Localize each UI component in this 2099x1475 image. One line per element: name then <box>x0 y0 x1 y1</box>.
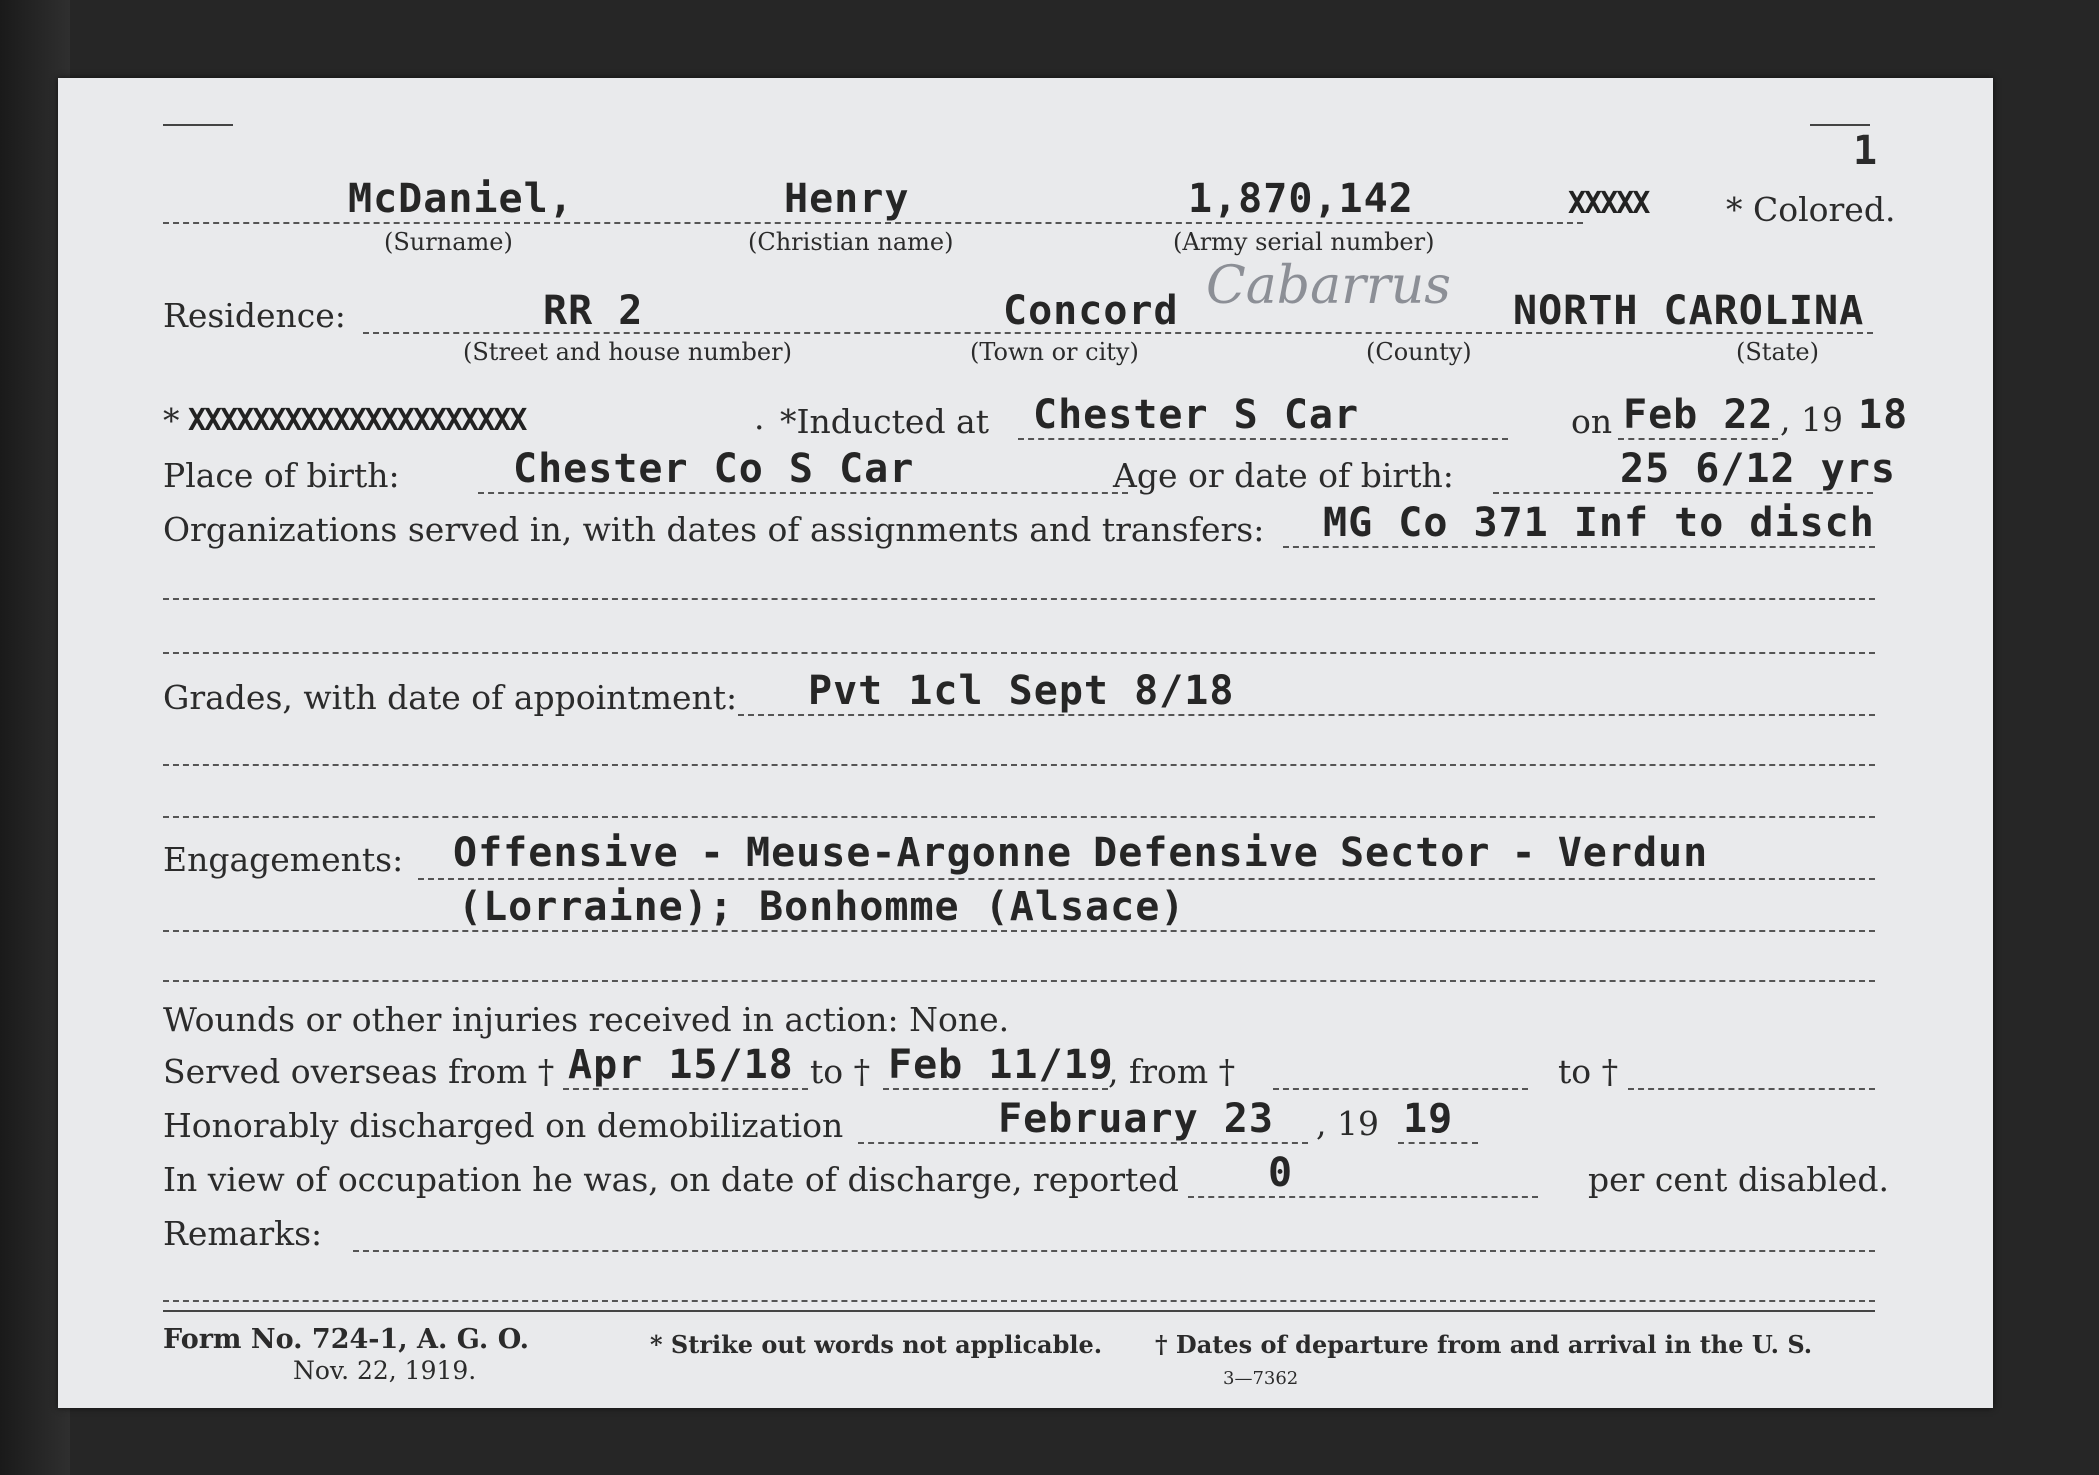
struck-race-text: XXXXX <box>1568 186 1649 221</box>
inducted-at-label: *Inducted at <box>780 402 989 441</box>
place-of-birth-label: Place of birth: <box>163 456 400 495</box>
grades-line-3 <box>163 816 1875 818</box>
overseas-from2-line <box>1273 1088 1528 1090</box>
inducted-date-value: Feb 22 <box>1623 392 1774 438</box>
state-caption: (State) <box>1736 338 1819 366</box>
discharge-year-prefix: , 19 <box>1316 1104 1379 1143</box>
town-caption: (Town or city) <box>970 338 1139 366</box>
state-value: NORTH CAROLINA <box>1513 288 1865 334</box>
induction-star: * <box>163 401 180 440</box>
inducted-at-value: Chester S Car <box>1033 392 1360 438</box>
grades-value: Pvt 1cl Sept 8/18 <box>808 668 1235 714</box>
overseas-from2-label: , from † <box>1108 1052 1236 1091</box>
place-of-birth-value: Chester Co S Car <box>513 446 915 492</box>
served-overseas-label: Served overseas from † <box>163 1052 555 1091</box>
engagements-line-2 <box>163 930 1875 932</box>
grades-line-2 <box>163 764 1875 766</box>
christian-name-value: Henry <box>784 176 910 222</box>
disability-line <box>1188 1196 1538 1198</box>
remarks-line-1 <box>353 1250 1875 1252</box>
grades-label: Grades, with date of appointment: <box>163 678 738 717</box>
christian-name-caption: (Christian name) <box>748 228 954 256</box>
name-line <box>163 222 1583 224</box>
inducted-year-value: 18 <box>1858 392 1909 438</box>
struck-induction-text: XXXXXXXXXXXXXXXXXXXXX <box>188 403 526 438</box>
wounds-label: Wounds or other injuries received in action: None. <box>163 1000 1010 1039</box>
engagements-label: Engagements: <box>163 840 404 879</box>
overseas-from-value: Apr 15/18 <box>568 1042 794 1088</box>
age-value: 25 6/12 yrs <box>1620 446 1896 492</box>
remarks-label: Remarks: <box>163 1214 323 1253</box>
organizations-label: Organizations served in, with dates of assignments and transfers: <box>163 510 1265 549</box>
remarks-line-2 <box>163 1300 1875 1302</box>
disability-suffix: per cent disabled. <box>1588 1160 1890 1199</box>
overseas-to2-label: to † <box>1558 1052 1619 1091</box>
service-record-card <box>58 78 1993 1408</box>
residence-label: Residence: <box>163 296 346 335</box>
induction-period: . <box>754 398 765 437</box>
street-value: RR 2 <box>543 288 644 334</box>
age-label: Age or date of birth: <box>1113 456 1454 495</box>
discharge-date-value: February 23 <box>998 1096 1274 1142</box>
surname-value: McDaniel, <box>348 176 574 222</box>
engagements-value-line-2: (Lorraine); Bonhomme (Alsace) <box>458 884 1186 930</box>
inducted-date-line <box>1618 438 1778 440</box>
serial-number-caption: (Army serial number) <box>1173 228 1435 256</box>
overseas-to2-line <box>1628 1088 1875 1090</box>
county-caption: (County) <box>1366 338 1472 366</box>
organizations-line-3 <box>163 652 1875 654</box>
surname-caption: (Surname) <box>384 228 513 256</box>
overseas-to-line <box>883 1088 1108 1090</box>
top-right-mark <box>1810 124 1870 126</box>
inducted-on-label: on <box>1571 402 1613 441</box>
town-value: Concord <box>1003 288 1179 334</box>
page-number: 1 <box>1853 128 1878 174</box>
footnote-dates: † Dates of departure from and arrival in the U. S. <box>1155 1330 1813 1359</box>
race-label: * Colored. <box>1726 190 1896 229</box>
overseas-to-label: to † <box>810 1052 871 1091</box>
street-caption: (Street and house number) <box>463 338 792 366</box>
organizations-line <box>1283 546 1875 548</box>
discharge-date-line <box>858 1142 1308 1144</box>
engagements-line-3 <box>163 980 1875 982</box>
form-date: Nov. 22, 1919. <box>293 1356 477 1385</box>
place-of-birth-line <box>478 492 1128 494</box>
overseas-to-value: Feb 11/19 <box>888 1042 1114 1088</box>
disability-value: 0 <box>1268 1150 1294 1196</box>
inducted-at-line <box>1018 438 1508 440</box>
discharge-label: Honorably discharged on demobilization <box>163 1106 844 1145</box>
disability-label: In view of occupation he was, on date of discharge, reported <box>163 1160 1179 1199</box>
organizations-line-2 <box>163 598 1875 600</box>
age-line <box>1493 492 1873 494</box>
top-left-mark <box>163 124 233 126</box>
footer-rule <box>163 1310 1875 1312</box>
engagements-value-line-1: Offensive - Meuse-Argonne Defensive Sector - Verdun <box>453 830 1709 876</box>
organizations-value: MG Co 371 Inf to disch <box>1323 500 1875 546</box>
discharge-year-line <box>1398 1142 1478 1144</box>
grades-line <box>738 714 1875 716</box>
engagements-line-1 <box>418 878 1875 880</box>
serial-number-value: 1,870,142 <box>1188 176 1414 222</box>
footnote-strike-out: * Strike out words not applicable. <box>650 1330 1103 1359</box>
county-handwritten-value: Cabarrus <box>1206 256 1451 316</box>
discharge-year-value: 19 <box>1403 1096 1454 1142</box>
print-code: 3—7362 <box>1223 1368 1299 1389</box>
form-number: Form No. 724-1, A. G. O. <box>163 1324 530 1355</box>
inducted-year-prefix: , 19 <box>1780 400 1843 439</box>
overseas-from-line <box>563 1088 808 1090</box>
